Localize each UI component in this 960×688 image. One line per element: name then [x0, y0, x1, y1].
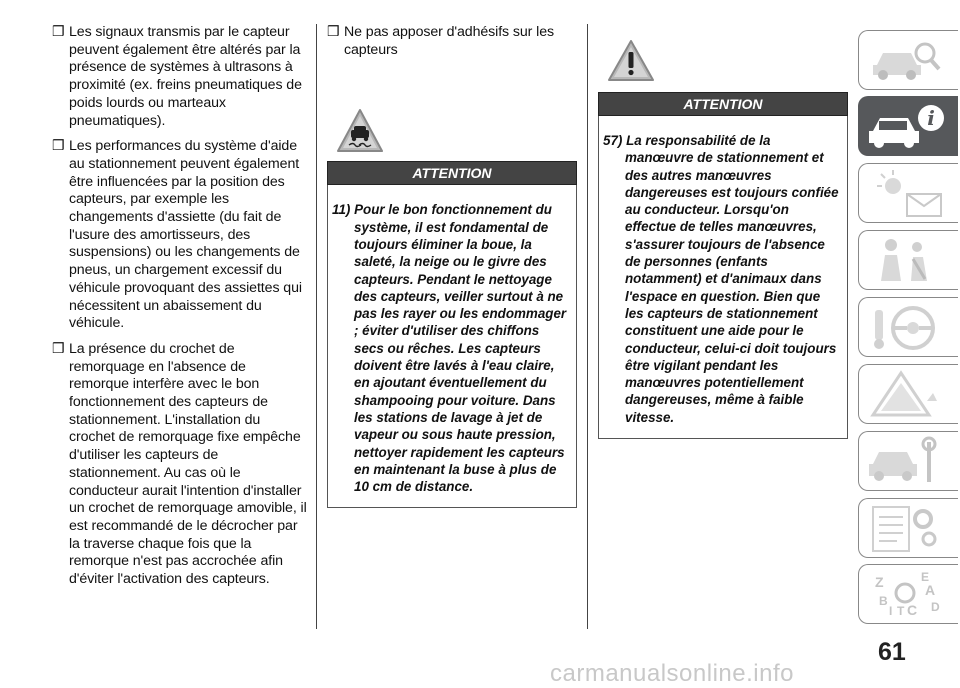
chapter-sidebar [858, 0, 960, 686]
car-info-icon [867, 101, 947, 151]
exclamation-warning-icon [606, 38, 656, 84]
warning-triangle-icon [867, 369, 947, 419]
tab-emergency[interactable] [858, 364, 958, 424]
tab-starting-driving[interactable] [858, 297, 958, 357]
car-skid-warning-icon [335, 107, 385, 155]
checkbox-icon: ❒ [52, 138, 65, 155]
tab-technical-data[interactable] [858, 498, 958, 558]
checkbox-icon: ❒ [52, 340, 65, 357]
tab-knowing-your-car[interactable] [858, 96, 958, 156]
airbag-seatbelt-icon [867, 235, 947, 285]
attention-text: 57) La responsabilité de la manœuvre de stationnement et des autres manœuvres dangereuses est toujours confiée au conducteur. Lorsqu'on effectue de telles manœuvres, s'assurer toujours de l'absence de personnes (enfants notamment) et d'animaux dans l'espace en question. Bien que les capteurs de stationnement constituent une aide pour le conducteur, celui-ci doit toujours être vigilant pendant les manœuvres potentiellement dangereuses, même à faible vitesse. [603, 133, 839, 425]
alphabet-index-icon [867, 569, 947, 619]
column-1 [52, 24, 308, 597]
svg-text:i: i [927, 106, 935, 130]
bullet-item: ❒ Les performances du système d'aide au stationnement peuvent également être influencées par la position des capteurs, par exemple les changements d'assiette (du fait de l'usure des amortisseurs, des suspensions) ou les changements de pneus, un chargement excessif du véhicule provoquant des assiettes qui nécessitent un abaissement du véhicule. [52, 138, 302, 332]
attention-header: ATTENTION [327, 161, 577, 185]
tab-dashboard[interactable] [858, 163, 958, 223]
attention-box [598, 116, 848, 439]
checkbox-icon: ❒ [52, 24, 65, 40]
tab-maintenance[interactable] [858, 431, 958, 491]
checkbox-icon: ❒ [327, 24, 340, 40]
tab-index[interactable] [858, 564, 958, 624]
bullet-item: ❒ La présence du crochet de remorquage en l'absence de remorque interfère avec le bon fonctionnement des capteurs de stationnement. L'installation du crochet de remorquage fixe empêche d'utiliser les capteurs de stationnement. Au cas où le conducteur aurait l'intention d'installer un crochet de remorquage amovible, il est recommandé de le décrocher par la traverse chaque fois que la remorque n'est pas accrochée afin d'éviter l'activation des capteurs. [52, 340, 307, 588]
svg-text:B: B [879, 594, 888, 608]
steering-key-icon [867, 302, 947, 352]
svg-text:Z: Z [875, 574, 884, 590]
svg-text:D: D [931, 600, 940, 614]
column-2 [327, 24, 577, 508]
specifications-gear-icon [867, 503, 947, 553]
svg-text:T: T [897, 604, 905, 618]
watermark: carmanualsonline.info [550, 660, 794, 687]
car-search-icon [867, 35, 947, 85]
tab-safety[interactable] [858, 230, 958, 290]
attention-text: 11) Pour le bon fonctionnement du système, il est fondamental de toujours éliminer la boue, la saleté, la neige ou le givre des capteurs. Pendant le nettoyage des capteurs, veiller surtout à ne pas les rayer ou les endommager ; éviter d'utiliser des chiffons secs ou rêches. Les capteurs doivent être lavés à l'eau claire, en ajoutant éventuellement du shampooing pour voiture. Dans les stations de lavage à jet de vapeur ou sous haute pression, nettoyer rapidement les capteurs en maintenant la buse à plus de 10 cm de distance. [332, 202, 567, 495]
dashboard-lights-icon [867, 168, 947, 218]
bullet-item: ❒ Ne pas apposer d'adhésifs sur les capteurs [327, 24, 554, 58]
page-number: 61 [878, 638, 906, 666]
column-3 [598, 24, 848, 439]
svg-text:A: A [925, 582, 936, 598]
svg-text:C: C [907, 602, 918, 618]
car-wrench-icon [867, 436, 947, 486]
bullet-item: ❒ Les signaux transmis par le capteur peuvent également être altérés par la présence de systèmes à ultrasons à proximité (ex. freins pneumatiques de poids lourds ou marteaux pneumatiques). [52, 24, 302, 129]
svg-text:E: E [921, 570, 930, 584]
svg-text:I: I [889, 604, 893, 618]
column-divider [316, 24, 317, 629]
tab-getting-to-know-car[interactable] [858, 30, 958, 90]
attention-header: ATTENTION [598, 92, 848, 116]
column-divider [587, 24, 588, 629]
attention-box [327, 185, 577, 508]
